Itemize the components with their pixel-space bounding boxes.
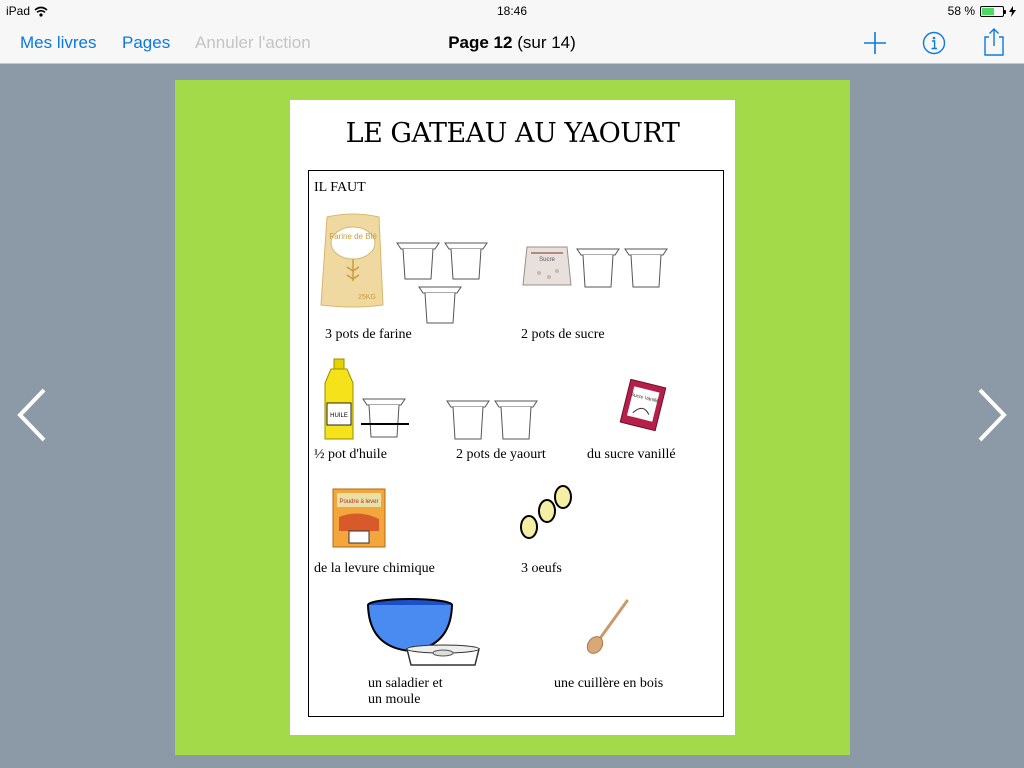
undo-button[interactable]: Annuler l'action — [195, 33, 311, 52]
wooden-spoon-icon — [583, 597, 633, 657]
yogurt-label: 2 pots de yaourt — [456, 447, 546, 462]
svg-text:Sucre: Sucre — [539, 257, 555, 263]
baking-powder-icon — [331, 487, 387, 549]
eggs-icon — [515, 483, 577, 545]
bowl-and-mould-icon — [365, 597, 481, 675]
flour-label: 3 pots de farine — [325, 327, 412, 342]
svg-text:HUILE: HUILE — [330, 413, 348, 419]
share-icon[interactable] — [981, 27, 1007, 57]
page-total: (sur 14) — [517, 33, 576, 52]
section-label: IL FAUT — [314, 180, 366, 195]
svg-text:Poudre à lever: Poudre à lever — [339, 499, 379, 505]
previous-page-icon[interactable] — [12, 385, 52, 445]
navigation-bar — [0, 22, 1024, 64]
svg-text:Sucre Vanillé: Sucre Vanillé — [629, 391, 660, 405]
spoon-label: une cuillère en bois — [554, 676, 664, 691]
bowl-label-line2: un moule — [368, 692, 421, 707]
book-page — [175, 80, 850, 755]
add-icon[interactable] — [862, 30, 888, 56]
status-time: 18:46 — [496, 4, 528, 18]
eggs-label: 3 oeufs — [521, 561, 562, 576]
recipe-sheet — [290, 100, 735, 735]
flour-bag-icon — [317, 211, 389, 309]
device-name: iPad — [6, 4, 31, 18]
oil-bottle-icon — [321, 357, 357, 443]
status-right — [948, 4, 1016, 18]
ingredients-frame — [308, 170, 724, 717]
yeast-label: de la levure chimique — [314, 561, 435, 576]
bowl-label-line1: un saladier et — [368, 676, 443, 691]
info-icon[interactable] — [921, 30, 947, 56]
oil-label: ½ pot d'huile — [314, 447, 387, 462]
charging-icon — [1009, 6, 1016, 17]
flour-pots-icon — [395, 237, 495, 327]
sugar-pack-icon — [519, 239, 575, 291]
battery-icon — [980, 6, 1004, 17]
page-number: Page 12 — [448, 33, 513, 52]
recipe-title: LE GATEAU AU YAOURT — [345, 118, 680, 149]
vanilla-label: du sucre vanillé — [587, 447, 676, 462]
svg-text:Farine de Blé: Farine de Blé — [329, 232, 377, 241]
vanilla-sugar-icon — [619, 377, 667, 433]
oil-pot-icon — [359, 395, 411, 441]
status-bar — [0, 0, 1024, 22]
next-page-icon[interactable] — [972, 385, 1012, 445]
my-books-button[interactable]: Mes livres — [20, 33, 97, 52]
yogurt-pots-icon — [445, 397, 541, 443]
battery-percent: 58 % — [947, 4, 975, 18]
sugar-pots-icon — [575, 245, 671, 291]
pages-button[interactable]: Pages — [122, 33, 171, 52]
sugar-label: 2 pots de sucre — [521, 327, 605, 342]
svg-text:25KG: 25KG — [358, 294, 376, 301]
